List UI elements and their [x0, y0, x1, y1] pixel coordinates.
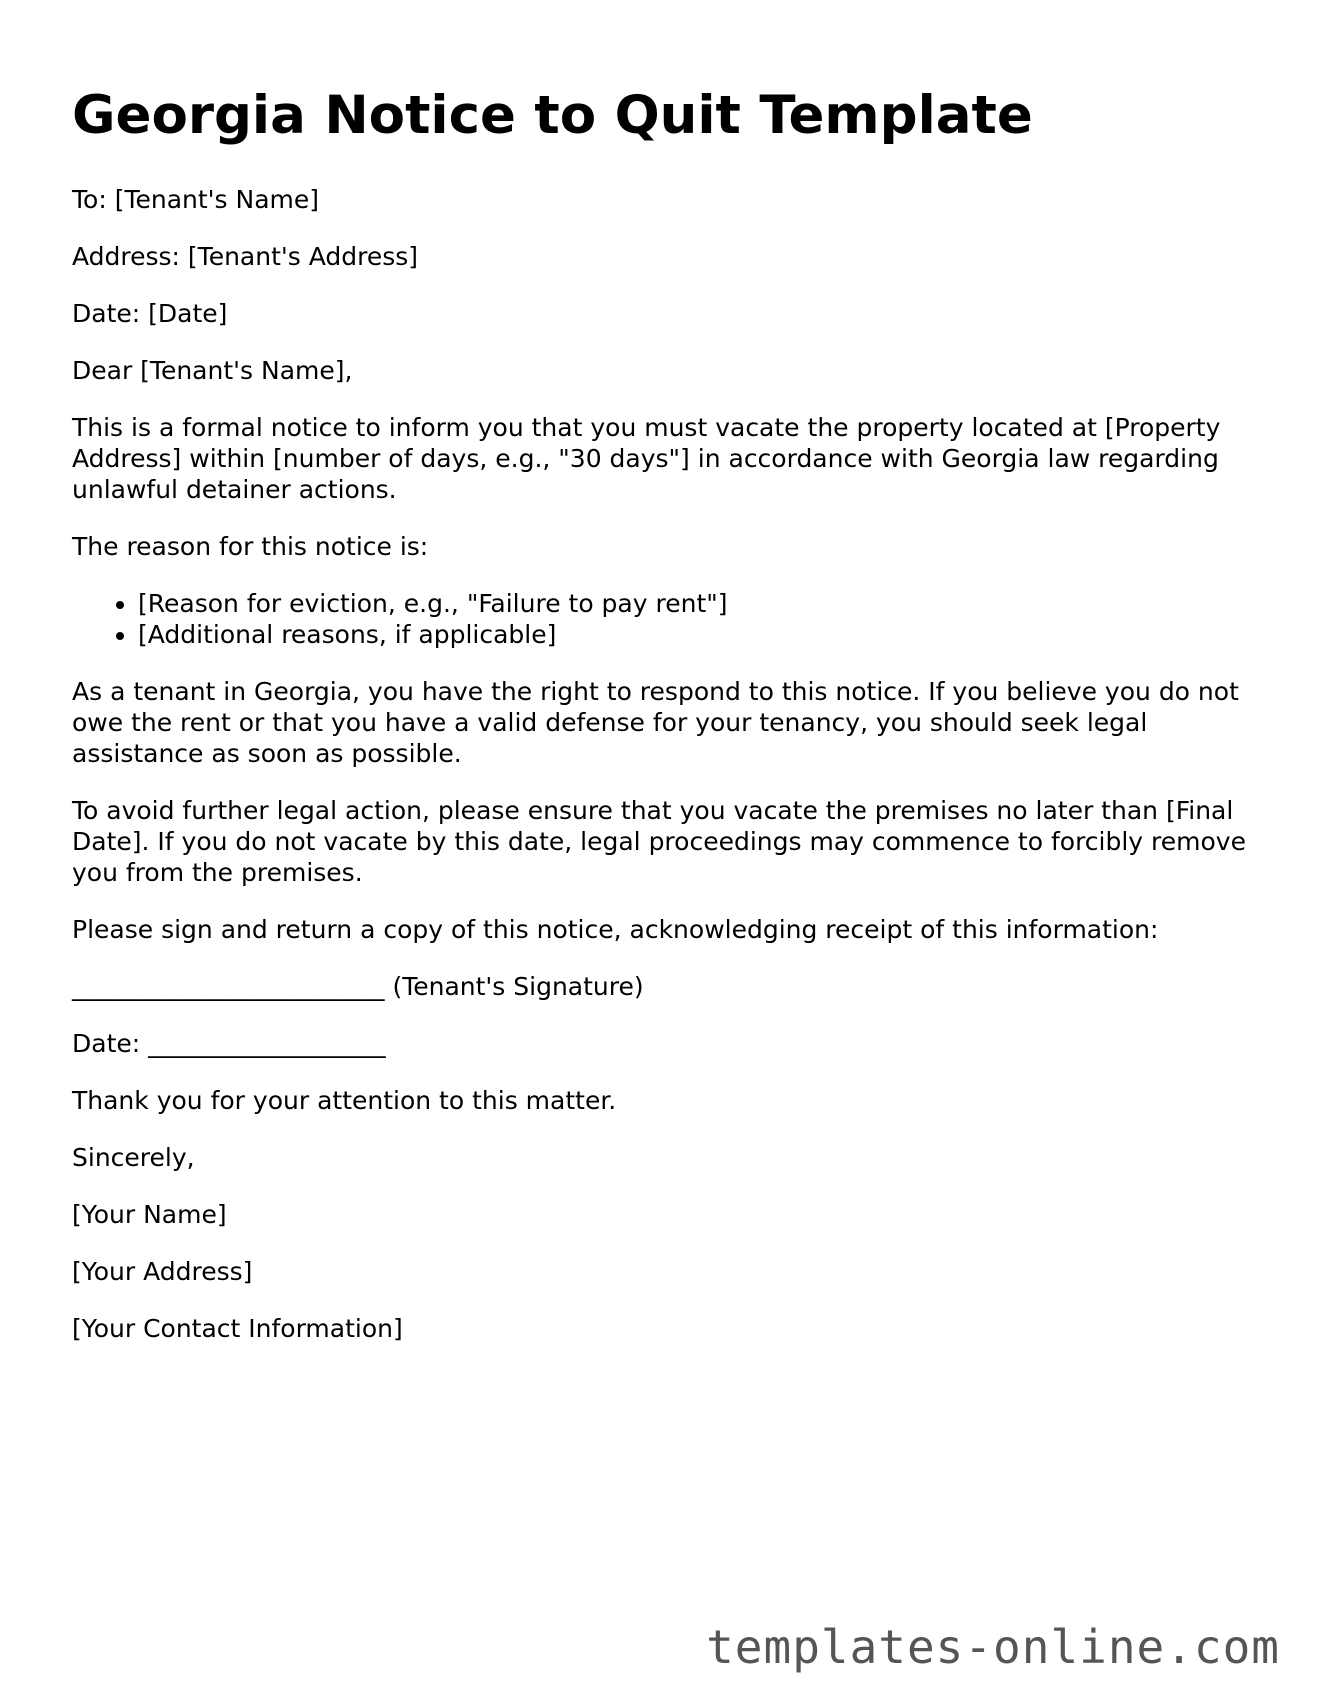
salutation: Dear [Tenant's Name],: [72, 355, 353, 385]
reasons-list: [72, 588, 1252, 650]
recipient-line: To: [Tenant's Name]: [72, 184, 320, 214]
page-title: Georgia Notice to Quit Template: [72, 85, 1033, 146]
signature-line: _________________________ (Tenant's Signature): [72, 971, 644, 1001]
thanks-line: Thank you for your attention to this matter.: [72, 1085, 617, 1115]
signature-date-line: Date: ___________________: [72, 1028, 386, 1058]
address-line: Address: [Tenant's Address]: [72, 241, 419, 271]
closing-line: Sincerely,: [72, 1142, 195, 1172]
sender-contact: [Your Contact Information]: [72, 1313, 403, 1343]
reason-heading: The reason for this notice is:: [72, 531, 429, 561]
document-page: [72, 84, 1252, 1370]
rights-paragraph: As a tenant in Georgia, you have the right to respond to this notice. If you believe you do not owe the rent or that you have a valid defense for your tenancy, you should seek legal assistance as soon as possible.: [72, 676, 1239, 768]
watermark: templates-online.com: [706, 1620, 1280, 1674]
list-item: • [Additional reasons, if applicable]: [138, 619, 1252, 650]
date-line: Date: [Date]: [72, 298, 228, 328]
intro-paragraph: This is a formal notice to inform you that you must vacate the property located at [Property Address] within [number of days, e.g., "30 days"] in accordance with Georgia law regarding unlawful detainer actions.: [72, 412, 1221, 504]
avoid-action-paragraph: To avoid further legal action, please ensure that you vacate the premises no later than [Final Date]. If you do not vacate by this date, legal proceedings may commence to forcibly remove you from the premises.: [72, 795, 1246, 887]
sender-name: [Your Name]: [72, 1199, 227, 1229]
list-item: • [Reason for eviction, e.g., "Failure to pay rent"]: [138, 588, 1252, 619]
sender-address: [Your Address]: [72, 1256, 253, 1286]
sign-request: Please sign and return a copy of this notice, acknowledging receipt of this information:: [72, 914, 1159, 944]
